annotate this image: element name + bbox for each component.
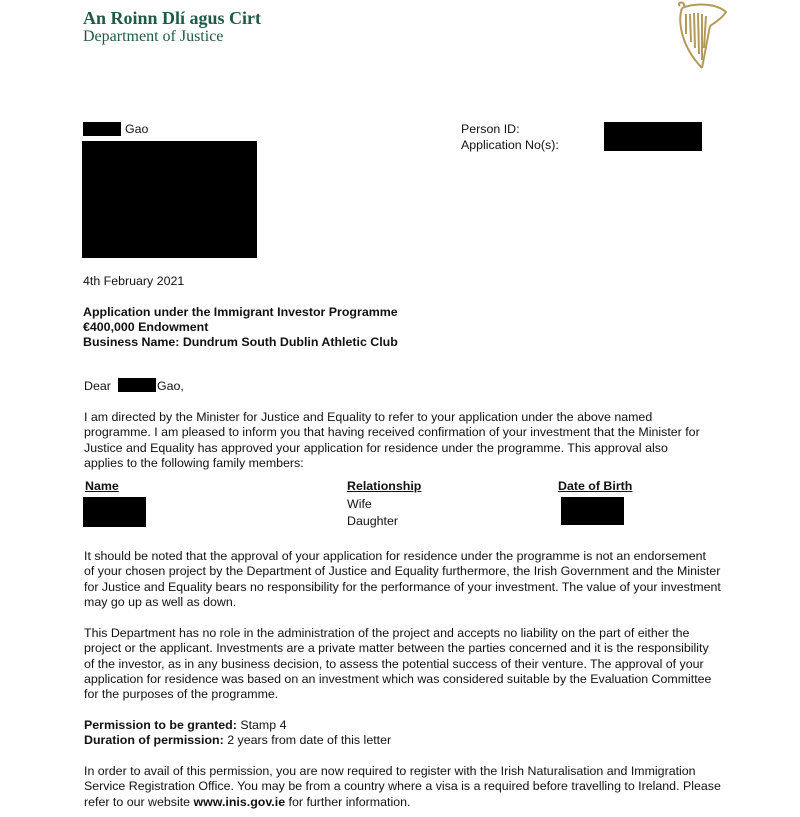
liability-line: for the purposes of the programme. [84, 687, 279, 702]
intro-line: I am directed by the Minister for Justice and Equality to refer to your application under the above named [84, 410, 653, 424]
permission-duration [84, 733, 391, 748]
subject-line-2: €400,000 Endowment [83, 320, 209, 334]
disclaimer-line: for Justice and Equality bears no responsibility for the performance of your investment. The value of your investment [84, 579, 721, 594]
registration-line-3-post: for further information. [285, 794, 411, 809]
intro-line: applies to the following family members: [84, 455, 304, 470]
registration-line-3-pre: refer to our website [84, 794, 194, 809]
intro-paragraph [84, 410, 744, 471]
table-header-date-of-birth: Date of Birth [558, 479, 633, 493]
redacted-address [82, 141, 257, 258]
permission-duration-value: 2 years from date of this letter [227, 733, 392, 747]
department-irish-name: An Roinn Dlí agus Cirt [83, 8, 262, 28]
liability-line: of the investor, as in any business decision, to assess the potential success of their venture. The approval of your [84, 656, 704, 671]
salutation-dear: Dear [84, 379, 111, 393]
permission-granted-label: Permission to be granted: [84, 718, 237, 732]
redacted-dates-of-birth [561, 497, 624, 525]
registration-line-3 [84, 795, 744, 810]
subject-line-3: Business Name: Dundrum South Dublin Athletic Club [83, 335, 398, 349]
liability-line: This Department has no role in the administration of the project and accepts no liability on the part of either the [84, 626, 690, 640]
application-number-label: Application No(s): [461, 138, 559, 152]
permission-granted-value: Stamp 4 [240, 718, 287, 732]
liability-line: project or the applicant. Investments are a private matter between the parties concerned and it is the responsibility [84, 641, 709, 656]
relationship-row-2: Daughter [347, 514, 398, 528]
intro-line: programme. I am pleased to inform you that having received confirmation of your investment that the Minister for [84, 425, 700, 440]
letter-date: 4th February 2021 [83, 274, 185, 288]
liability-line: application for residence was based on an investment which was considered suitable by the Evaluation Committee [84, 671, 712, 686]
redacted-first-name [83, 122, 121, 136]
liability-paragraph [84, 626, 744, 702]
table-header-name: Name [85, 479, 119, 493]
disclaimer-paragraph [84, 549, 744, 610]
person-id-label: Person ID: [461, 122, 520, 136]
registration-paragraph [84, 764, 744, 810]
table-header-relationship: Relationship [347, 479, 422, 493]
harp-icon [672, 0, 732, 72]
subject-line-1: Application under the Immigrant Investor Programme [83, 305, 398, 319]
redacted-salutation-name [118, 378, 156, 392]
website-link[interactable]: www.inis.gov.ie [193, 794, 286, 809]
disclaimer-line: It should be noted that the approval of your application for residence under the programme is not an endorsement [84, 549, 706, 563]
permission-duration-label: Duration of permission: [84, 733, 224, 747]
permission-granted [84, 718, 286, 733]
redacted-family-names [83, 497, 146, 527]
redacted-ids [604, 122, 702, 151]
disclaimer-line: of your chosen project by the Department of Justice and Equality furthermore, the Irish Government and the Minister [84, 564, 721, 579]
intro-line: Justice and Equality has approved your application for residence under the programme. This approval also [84, 440, 668, 455]
registration-line: In order to avail of this permission, you are now required to register with the Irish Naturalisation and Immigration [84, 764, 696, 778]
salutation-surname: Gao, [157, 379, 184, 393]
registration-line: Service Registration Office. You may be from a country where a visa is a required before travelling to Ireland. Please [84, 779, 721, 794]
department-english-name: Department of Justice [83, 28, 224, 45]
relationship-row-1: Wife [347, 497, 372, 511]
disclaimer-line: may go up as well as down. [84, 594, 237, 609]
recipient-surname: Gao [125, 122, 149, 136]
